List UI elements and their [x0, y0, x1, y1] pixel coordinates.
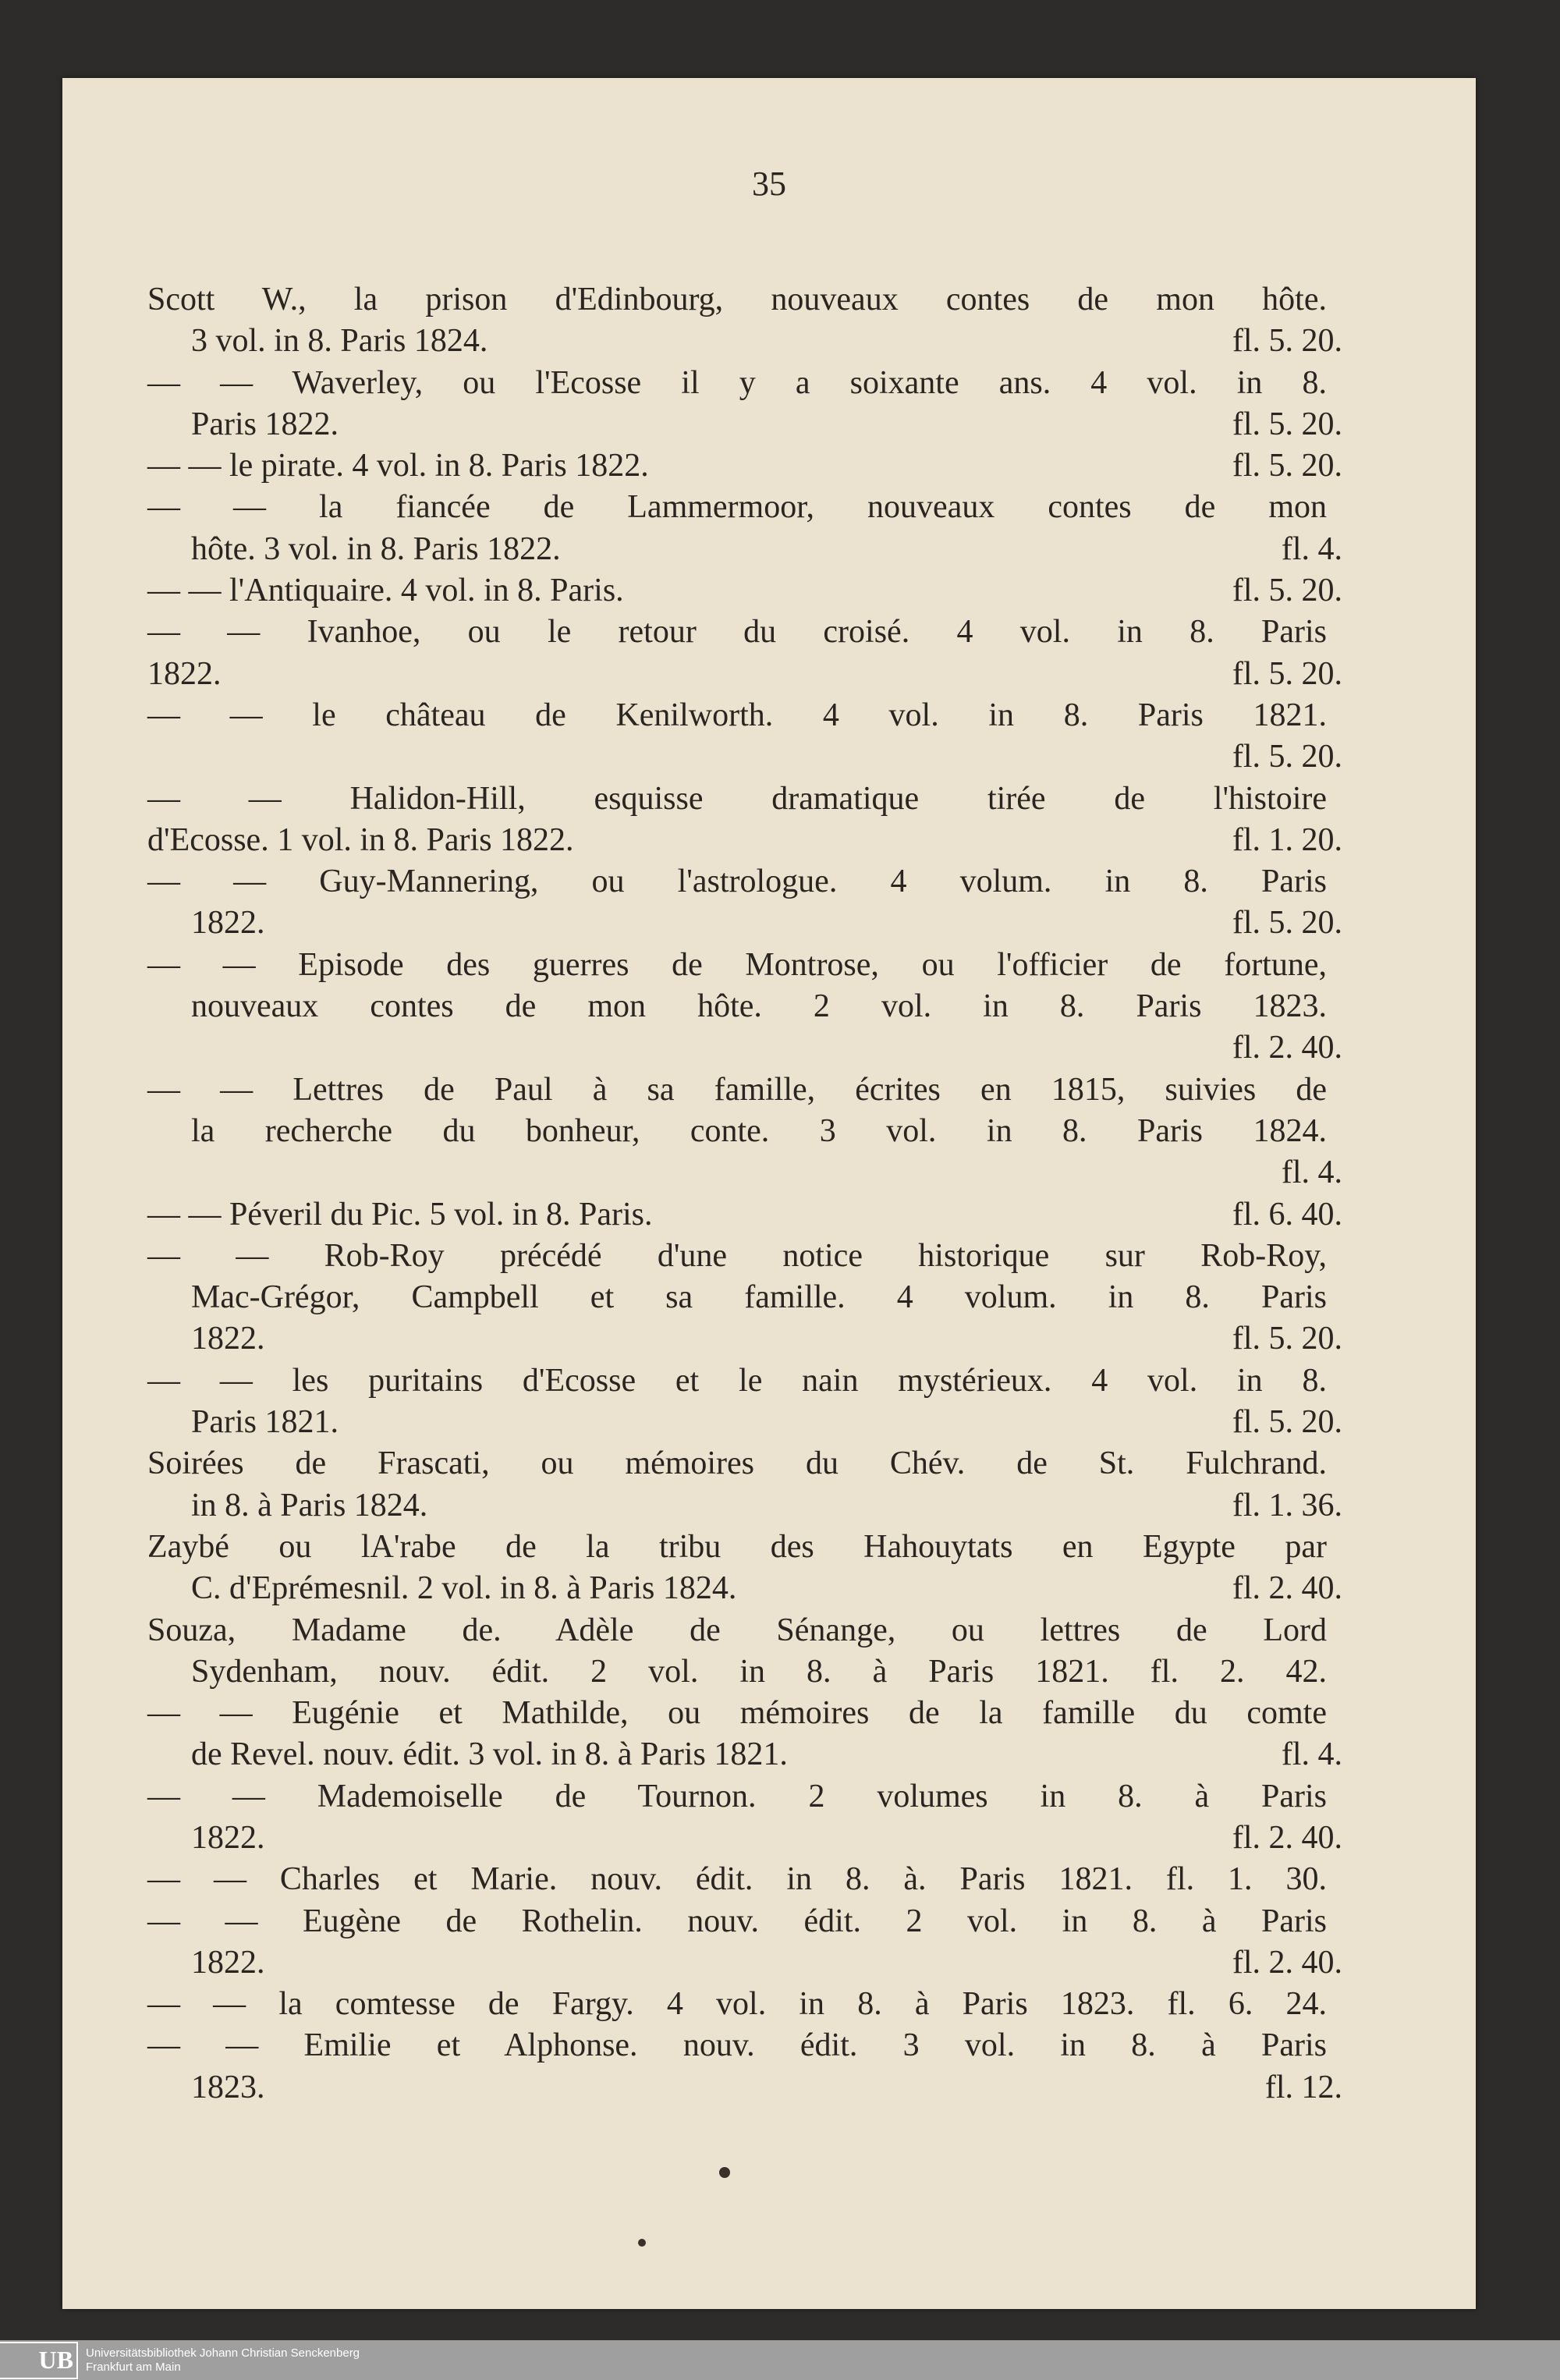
entry-text: — — Péveril du Pic. 5 vol. in 8. Paris.	[147, 1196, 653, 1233]
entry-price: fl. 1. 20.	[1232, 821, 1342, 858]
entry-price: fl. 5. 20.	[1232, 1321, 1342, 1357]
entry-text: 1822.	[191, 905, 265, 942]
catalog-line	[147, 1859, 1342, 1900]
entry-text: hôte. 3 vol. in 8. Paris 1822.	[191, 530, 561, 567]
catalog-line	[147, 2025, 1342, 2066]
catalog-line	[147, 1610, 1342, 1651]
catalog-line	[147, 1568, 1342, 1609]
catalog-line	[147, 861, 1342, 903]
entry-price: fl. 4.	[1281, 1736, 1342, 1773]
entry-text: — — l'Antiquaire. 4 vol. in 8. Paris.	[147, 573, 624, 609]
entry-price	[1327, 1069, 1342, 1111]
entry-text: — — Lettres de Paul à sa famille, écrites en 1815, suivies de	[147, 1071, 1327, 1108]
catalog-line	[147, 1402, 1342, 1443]
catalog-line	[147, 1776, 1342, 1818]
entry-text: — — Guy-Mannering, ou l'astrologue. 4 volum. in 8. Paris	[147, 864, 1327, 900]
entry-price	[1327, 986, 1342, 1027]
entry-price	[1327, 1610, 1342, 1651]
catalog-line	[147, 1069, 1342, 1111]
library-logo: UB	[0, 2342, 78, 2379]
entry-price	[1327, 945, 1342, 986]
entry-price	[1327, 695, 1342, 736]
entry-price	[1327, 363, 1342, 404]
entry-price	[1327, 1651, 1342, 1693]
catalog-line	[147, 820, 1342, 861]
catalog-line	[147, 1693, 1342, 1734]
catalog-line	[147, 1443, 1342, 1484]
entry-text: — — le château de Kenilworth. 4 vol. in 8. Paris 1821.	[147, 697, 1327, 733]
catalog-line	[147, 1734, 1342, 1775]
catalog-listing	[147, 279, 1342, 2109]
entry-price	[1327, 2025, 1342, 2066]
entry-price	[1327, 1277, 1342, 1318]
entry-price: fl. 5. 20.	[1232, 448, 1342, 484]
entry-text: 1822.	[191, 1321, 265, 1357]
entry-text: — — Emilie et Alphonse. nouv. édit. 3 vol. in 8. à Paris	[147, 2027, 1327, 2064]
entry-price: fl. 5. 20.	[1232, 406, 1342, 442]
entry-price: fl. 2. 40.	[1232, 1944, 1342, 1981]
entry-text: — — Charles et Marie. nouv. édit. in 8. à. Paris 1821. fl. 1. 30.	[147, 1861, 1327, 1898]
entry-text: — — Eugénie et Mathilde, ou mémoires de la famille du comte	[147, 1695, 1327, 1732]
entry-price	[1327, 1111, 1342, 1152]
catalog-line	[147, 487, 1342, 528]
entry-price: fl. 5. 20.	[1232, 739, 1342, 775]
entry-price	[1327, 1859, 1342, 1900]
entry-price: fl. 5. 20.	[1232, 655, 1342, 692]
entry-text: — — Ivanhoe, ou le retour du croisé. 4 vol. in 8. Paris	[147, 614, 1327, 651]
entry-price	[1327, 612, 1342, 653]
entry-text: Mac-Grégor, Campbell et sa famille. 4 volum. in 8. Paris	[191, 1279, 1327, 1316]
entry-price	[1327, 487, 1342, 528]
entry-text: in 8. à Paris 1824.	[191, 1487, 428, 1523]
entry-text: 1823.	[191, 2069, 265, 2105]
catalog-line	[147, 1527, 1342, 1568]
entry-price: fl. 4.	[1281, 1155, 1342, 1191]
entry-text: Soirées de Frascati, ou mémoires du Chév. de St. Fulchrand.	[147, 1445, 1327, 1482]
entry-text: Souza, Madame de. Adèle de Sénange, ou lettres de Lord	[147, 1612, 1327, 1648]
entry-text: la recherche du bonheur, conte. 3 vol. in 8. Paris 1824.	[191, 1112, 1327, 1149]
entry-text: 1822.	[191, 1944, 265, 1981]
catalog-line	[147, 529, 1342, 570]
entry-price	[1327, 1776, 1342, 1818]
entry-text: 1822.	[191, 1819, 265, 1856]
entry-price: fl. 1. 36.	[1232, 1487, 1342, 1523]
catalog-line	[147, 945, 1342, 986]
entry-text: — — Halidon-Hill, esquisse dramatique tirée de l'histoire	[147, 780, 1327, 817]
catalog-line	[147, 736, 1342, 778]
entry-price: fl. 2. 40.	[1232, 1819, 1342, 1856]
catalog-line	[147, 2067, 1342, 2109]
catalog-line	[147, 1651, 1342, 1693]
catalog-line	[147, 1111, 1342, 1152]
catalog-line	[147, 612, 1342, 653]
catalog-line	[147, 570, 1342, 612]
entry-price: fl. 5. 20.	[1232, 323, 1342, 360]
catalog-line	[147, 986, 1342, 1027]
entry-text: — — Episode des guerres de Montrose, ou l'officier de fortune,	[147, 946, 1327, 983]
library-name: Universitätsbibliothek Johann Christian Senckenberg	[86, 2346, 360, 2360]
entry-price	[1327, 779, 1342, 820]
entry-text: — — la fiancée de Lammermoor, nouveaux contes de mon	[147, 489, 1327, 526]
catalog-line	[147, 1236, 1342, 1277]
book-page	[62, 78, 1476, 2309]
entry-text: d'Ecosse. 1 vol. in 8. Paris 1822.	[147, 821, 574, 858]
entry-price	[1327, 1236, 1342, 1277]
entry-text: — — le pirate. 4 vol. in 8. Paris 1822.	[147, 448, 649, 484]
entry-text: de Revel. nouv. édit. 3 vol. in 8. à Paris 1821.	[191, 1736, 788, 1773]
ink-spot	[638, 2239, 646, 2247]
entry-price	[1327, 1527, 1342, 1568]
catalog-line	[147, 1485, 1342, 1527]
entry-text: Sydenham, nouv. édit. 2 vol. in 8. à Paris 1821. fl. 2. 42.	[191, 1653, 1327, 1690]
entry-text: — — Rob-Roy précédé d'une notice historique sur Rob-Roy,	[147, 1237, 1327, 1274]
page-number: 35	[752, 165, 786, 203]
entry-text: Scott W., la prison d'Edinbourg, nouveaux contes de mon hôte.	[147, 282, 1327, 317]
entry-price: fl. 2. 40.	[1232, 1570, 1342, 1607]
entry-price	[1327, 1360, 1342, 1402]
catalog-line	[147, 1360, 1342, 1402]
entry-text: nouveaux contes de mon hôte. 2 vol. in 8. Paris 1823.	[191, 988, 1327, 1025]
catalog-line	[147, 779, 1342, 820]
library-location: Frankfurt am Main	[86, 2360, 181, 2374]
entry-price	[1327, 1984, 1342, 2025]
catalog-line	[147, 321, 1342, 362]
entry-price	[1327, 1693, 1342, 1734]
entry-price: fl. 4.	[1281, 530, 1342, 567]
catalog-line	[147, 1152, 1342, 1194]
entry-price	[1327, 1901, 1342, 1942]
library-footer	[0, 2340, 1560, 2380]
catalog-line	[147, 1194, 1342, 1236]
entry-text: — — Waverley, ou l'Ecosse il y a soixante ans. 4 vol. in 8.	[147, 364, 1327, 401]
entry-price	[1327, 861, 1342, 903]
entry-price: fl. 2. 40.	[1232, 1030, 1342, 1066]
entry-text: Paris 1822.	[191, 406, 339, 442]
catalog-line	[147, 1277, 1342, 1318]
catalog-line	[147, 654, 1342, 695]
entry-text: — — Eugène de Rothelin. nouv. édit. 2 vol. in 8. à Paris	[147, 1903, 1327, 1939]
catalog-line	[147, 445, 1342, 487]
catalog-line	[147, 279, 1342, 321]
entry-price	[1327, 1443, 1342, 1484]
catalog-line	[147, 695, 1342, 736]
entry-price: fl. 6. 40.	[1232, 1196, 1342, 1233]
entry-text: 1822.	[147, 655, 222, 692]
entry-price: fl. 5. 20.	[1232, 573, 1342, 609]
entry-text: — — les puritains d'Ecosse et le nain mystérieux. 4 vol. in 8.	[147, 1362, 1327, 1399]
entry-text: C. d'Eprémesnil. 2 vol. in 8. à Paris 1824.	[191, 1570, 737, 1607]
catalog-line	[147, 903, 1342, 944]
entry-text: — — Mademoiselle de Tournon. 2 volumes in 8. à Paris	[147, 1778, 1327, 1814]
catalog-line	[147, 1901, 1342, 1942]
entry-text: Zaybé ou lA'rabe de la tribu des Hahouytats en Egypte par	[147, 1528, 1327, 1565]
catalog-line	[147, 1027, 1342, 1069]
entry-text: Paris 1821.	[191, 1404, 339, 1441]
ink-spot	[719, 2167, 730, 2178]
entry-price	[1327, 279, 1342, 321]
entry-price: fl. 5. 20.	[1232, 1404, 1342, 1441]
catalog-line	[147, 1942, 1342, 1984]
entry-text: — — la comtesse de Fargy. 4 vol. in 8. à Paris 1823. fl. 6. 24.	[147, 1986, 1327, 2023]
catalog-line	[147, 404, 1342, 445]
catalog-line	[147, 1318, 1342, 1360]
catalog-line	[147, 363, 1342, 404]
entry-price: fl. 12.	[1264, 2069, 1342, 2105]
catalog-line	[147, 1984, 1342, 2025]
entry-text: 3 vol. in 8. Paris 1824.	[191, 323, 488, 360]
catalog-line	[147, 1818, 1342, 1859]
entry-price: fl. 5. 20.	[1232, 905, 1342, 942]
